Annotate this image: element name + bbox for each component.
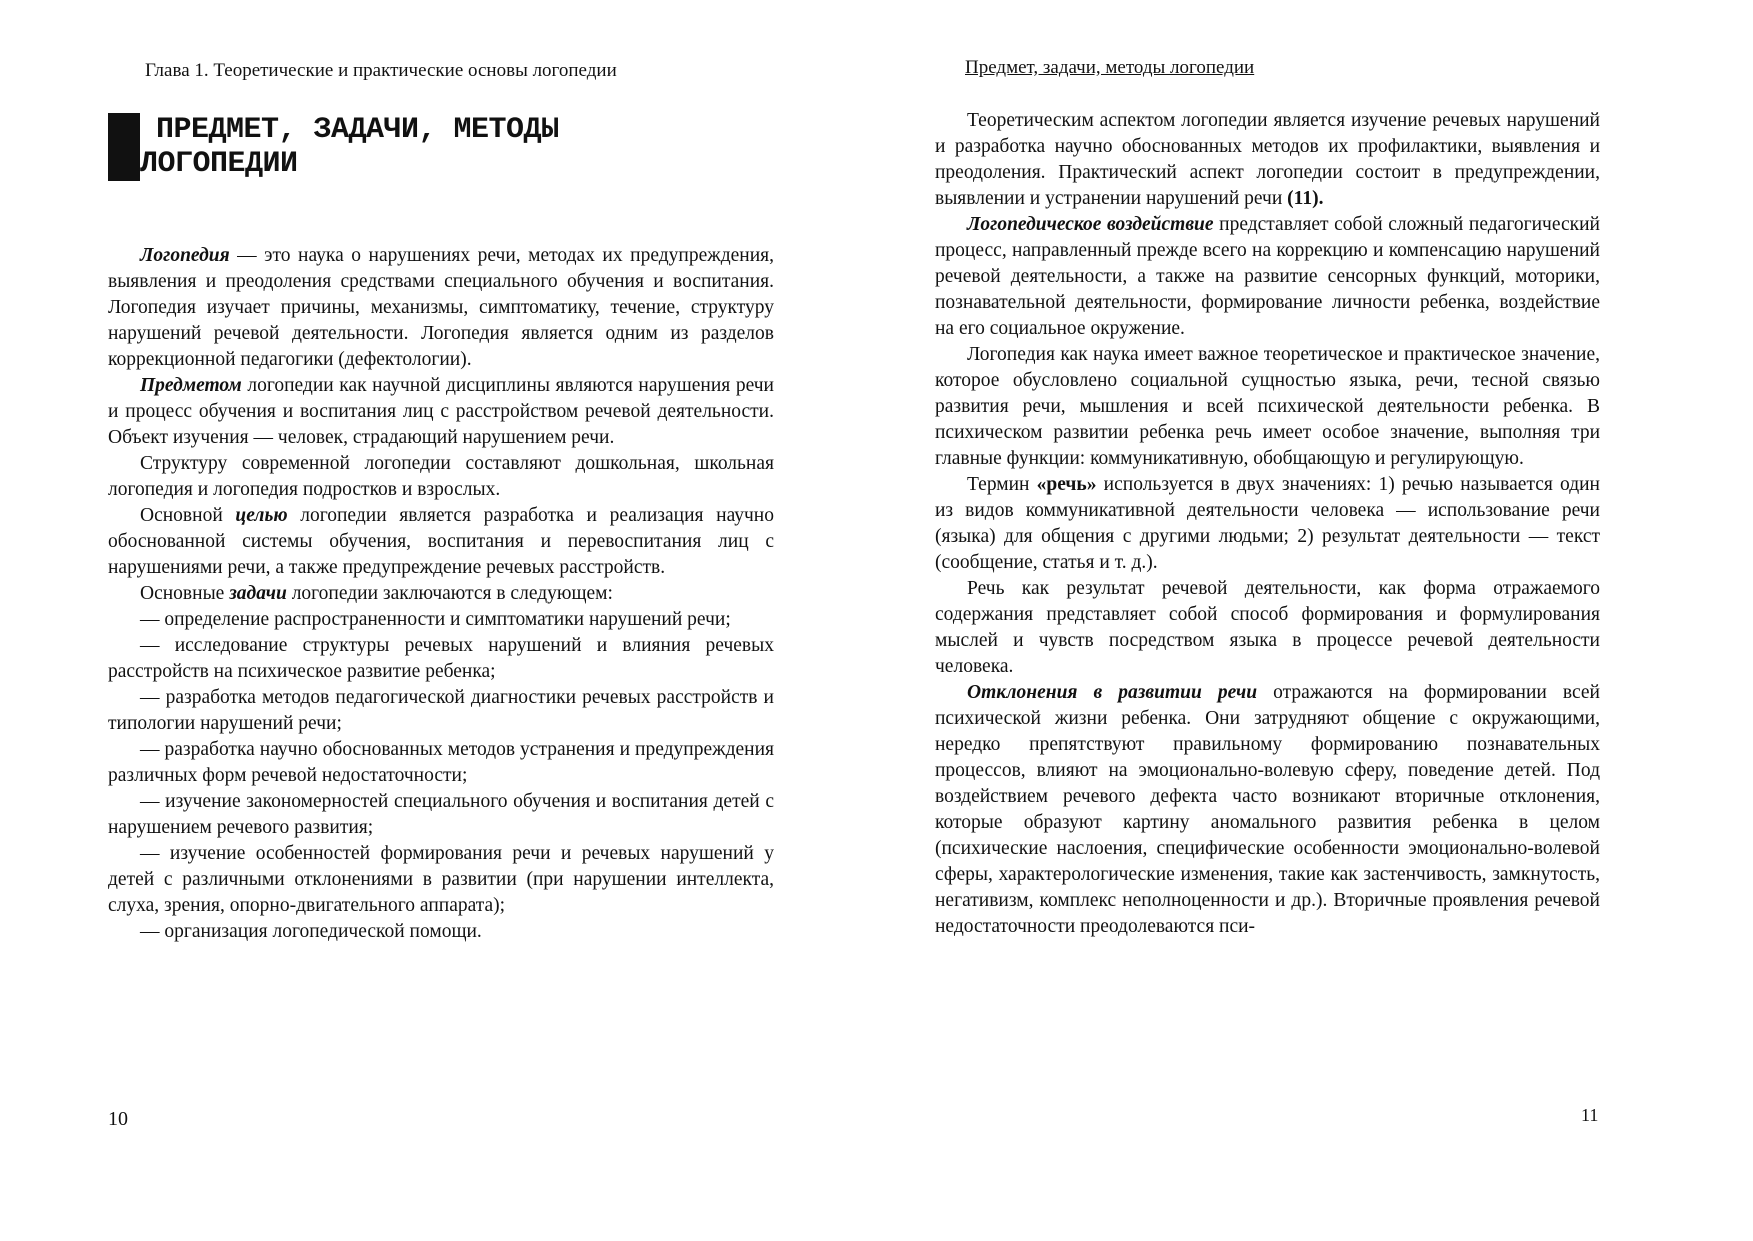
page-number-left: 10 (108, 1108, 128, 1130)
section-running-header: Предмет, задачи, методы логопедии (965, 57, 1255, 78)
task-list-item: — определение распространенности и симптоматики нарушений речи; (140, 609, 731, 630)
task-list-item: — разработка научно обоснованных методов устранения и предупреждения различных форм речевой недостаточности; (108, 739, 774, 786)
task-list-item: — изучение особенностей формирования речи и речевых нарушений у детей с различными отклонениями в развитии (при нарушении интеллекта, слуха, зрения, опорно-двигательного аппарата); (108, 843, 774, 916)
term-tasks: задачи (229, 583, 287, 604)
term-intervention: Логопедическое воздействие (967, 214, 1214, 235)
term-deviations: Отклонения в развитии речи (967, 682, 1258, 703)
paragraph-subject: Предметом логопедии как научной дисциплины являются нарушения речи и процесс обучения и воспитания лиц с расстройством речевой деятельности. Объект изучения — человек, страдающий нарушением речи. (108, 375, 774, 448)
term-logopedia: Логопедия (140, 245, 230, 266)
task-list-item: — изучение закономерностей специального обучения и воспитания детей с нарушением речевого развития; (108, 791, 774, 838)
paragraph-goal: Основной целью логопедии является разработка и реализация научно обоснованной системы обучения, воспитания и перевоспитания лиц с нарушениями речи, а также предупреждение речевых расстройств. (108, 505, 774, 578)
paragraph-structure: Структуру современной логопедии составляют дошкольная, школьная логопедия и логопедия подростков и взрослых. (108, 453, 774, 500)
term-goal: целью (235, 505, 288, 526)
paragraph-tasks-intro: Основные задачи логопедии заключаются в следующем: (140, 583, 613, 604)
left-body-text (108, 243, 774, 945)
task-list-item: — организация логопедической помощи. (140, 921, 482, 942)
paragraph-speech-result: Речь как результат речевой деятельности, как форма отражаемого содержания представляет собой способ формирования и формулирования мыслей и чувств посредством языка в процессе речевой деятельности человека. (935, 578, 1600, 677)
term-speech: «речь» (1036, 474, 1097, 495)
paragraph-aspects: Теоретическим аспектом логопедии является изучение речевых нарушений и разработка научно обоснованных методов их профилактики, выявления и преодоления. Практический аспект логопедии состоит в предупреждении, выявлении и устранении нарушений речи (11). (935, 110, 1600, 209)
right-body-text (935, 108, 1600, 940)
left-page (0, 0, 876, 1241)
task-list-item: — исследование структуры речевых нарушений и влияния речевых расстройств на психическое развитие ребенка; (108, 635, 774, 682)
paragraph-deviations: Отклонения в развитии речи отражаются на формировании всей психической жизни ребенка. Они затрудняют общение с окружающими, нередко препятствуют правильному формированию познавательных процессов, влияют на эмоционально-волевую сферу, поведение детей. Под воздействием речевого дефекта часто возникают вторичные отклонения, которые образуют картину аномального развития ребенка в целом (психические наслоения, специфические особенности эмоционально-волевой сферы, характерологические изменения, такие как застенчивость, замкнутость, негативизм, комплекс неполноценности и др.). Вторичные проявления речевой недостаточности преодолеваются пси- (935, 682, 1600, 937)
title-line-1: ПРЕДМЕТ, ЗАДАЧИ, МЕТОДЫ (156, 113, 559, 147)
page-number-right: 11 (1581, 1105, 1599, 1125)
paragraph-speech-term: Термин «речь» используется в двух значениях: 1) речью называется один из видов коммуникативной деятельности человека — использование речи (языка) для общения с другими людьми; 2) результат деятельности — текст (сообщение, статья и т. д.). (935, 474, 1600, 573)
paragraph-significance: Логопедия как наука имеет важное теоретическое и практическое значение, которое обусловлено социальной сущностью языка, речи, тесной связью развития речи, мышления и всей психической деятельности ребенка. В психическом развитии ребенка речь имеет особое значение, выполняя три главные функции: коммуникативную, обобщающую и регулирующую. (935, 344, 1600, 469)
paragraph-definition: Логопедия — это наука о нарушениях речи, методах их предупреждения, выявления и преодоления средствами специального обучения и воспитания. Логопедия изучает причины, механизмы, симптоматику, течение, структуру нарушений речевой деятельности. Логопедия является одним из разделов коррекционной педагогики (дефектологии). (108, 245, 774, 370)
reference-citation: (11). (1287, 188, 1324, 209)
title-line-2: ЛОГОПЕДИИ (140, 147, 298, 181)
task-list-item: — разработка методов педагогической диагностики речевых расстройств и типологии нарушений речи; (108, 687, 774, 734)
term-subject: Предметом (140, 375, 242, 396)
paragraph-intervention: Логопедическое воздействие представляет собой сложный педагогический процесс, направленный прежде всего на коррекцию и компенсацию нарушений речевой деятельности, а также на развитие сенсорных функций, моторики, познавательной деятельности, формирование личности ребенка, воздействие на его социальное окружение. (935, 214, 1600, 339)
section-title (108, 113, 748, 181)
right-page (876, 0, 1753, 1241)
title-bar-decoration (108, 113, 140, 181)
chapter-running-header: Глава 1. Теоретические и практические основы логопедии (145, 60, 617, 81)
